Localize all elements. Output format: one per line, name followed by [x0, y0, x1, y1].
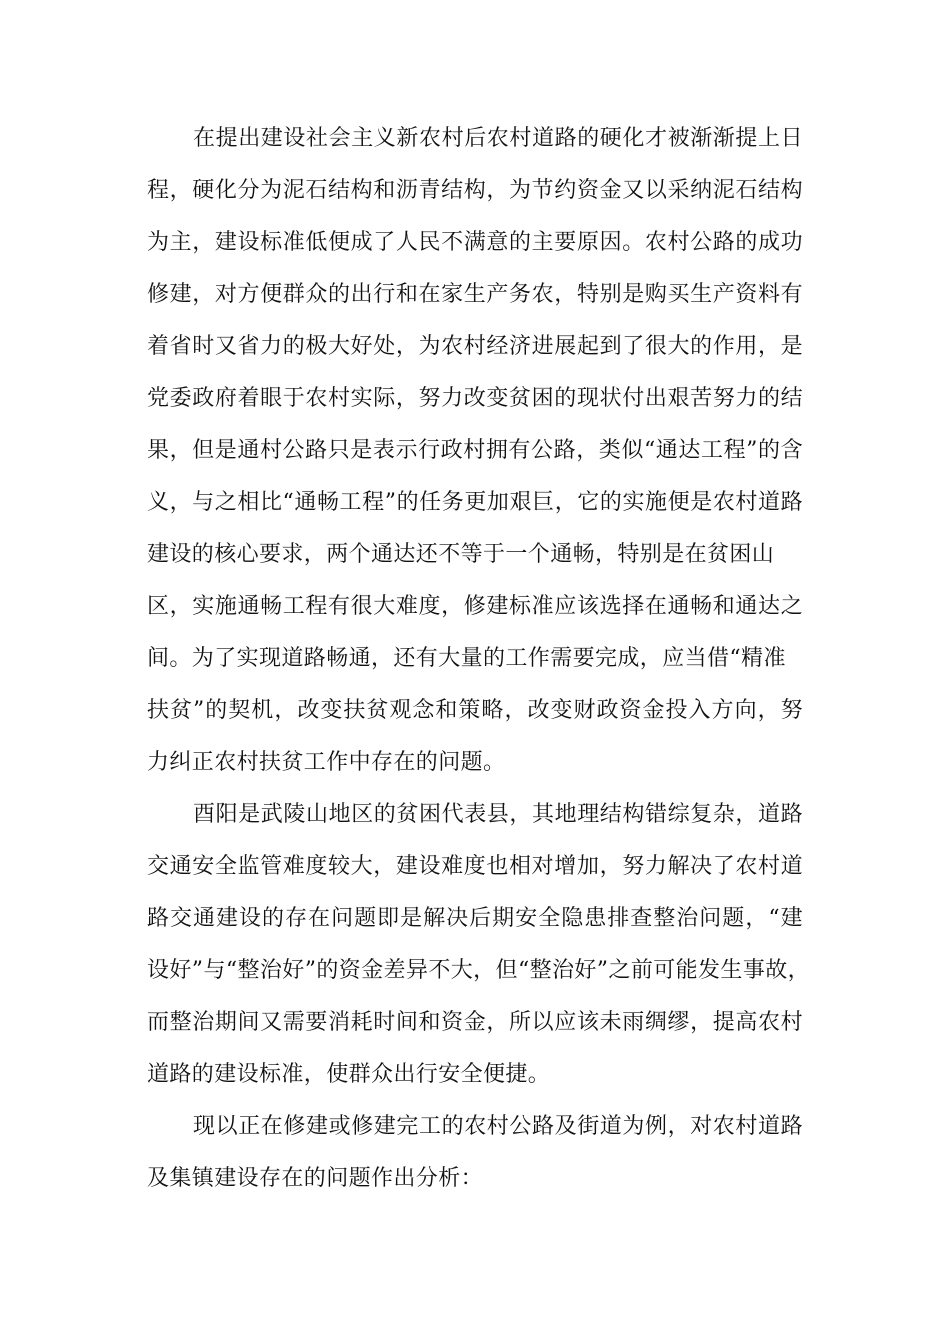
text-line: 路交通建设的存在问题即是解决后期安全隐患排查整治问题，“建	[147, 906, 803, 931]
text-line: 着省时又省力的极大好处，为农村经济进展起到了很大的作用，是	[147, 334, 803, 359]
text-line: 道路的建设标准，使群众出行安全便捷。	[147, 1062, 551, 1087]
text-line: 在提出建设社会主义新农村后农村道路的硬化才被渐渐提上日	[193, 126, 803, 151]
text-line: 扶贫”的契机，改变扶贫观念和策略，改变财政资金投入方向，努	[147, 698, 803, 723]
text-line: 建设的核心要求，两个通达还不等于一个通畅，特别是在贫困山	[147, 542, 775, 567]
text-line: 程，硬化分为泥石结构和沥青结构，为节约资金又以采纳泥石结构	[147, 178, 803, 203]
text-line: 酉阳是武陵山地区的贫困代表县，其地理结构错综复杂，道路	[193, 802, 803, 827]
text-line: 修建，对方便群众的出行和在家生产务农，特别是购买生产资料有	[147, 282, 803, 307]
text-line: 力纠正农村扶贫工作中存在的问题。	[147, 750, 506, 775]
text-line: 义，与之相比“通畅工程”的任务更加艰巨，它的实施便是农村道路	[147, 490, 803, 515]
text-line: 为主，建设标准低便成了人民不满意的主要原因。农村公路的成功	[147, 230, 803, 255]
text-line: 交通安全监管难度较大，建设难度也相对增加，努力解决了农村道	[147, 854, 803, 879]
text-line: 区，实施通畅工程有很大难度，修建标准应该选择在通畅和通达之	[147, 594, 803, 619]
text-line: 党委政府着眼于农村实际，努力改变贫困的现状付出艰苦努力的结	[147, 386, 803, 411]
text-line: 现以正在修建或修建完工的农村公路及街道为例，对农村道路	[193, 1114, 803, 1139]
paragraph-2	[147, 789, 811, 1101]
text-line: 间。为了实现道路畅通，还有大量的工作需要完成，应当借“精准	[147, 646, 786, 671]
text-line: 而整治期间又需要消耗时间和资金，所以应该未雨绸缪，提高农村	[147, 1010, 803, 1035]
body-text	[147, 113, 811, 1205]
text-line: 及集镇建设存在的问题作出分析：	[147, 1166, 484, 1191]
text-line: 设好”与“整治好”的资金差异不大，但“整治好”之前可能发生事故，	[147, 958, 811, 983]
paragraph-3	[147, 1101, 803, 1205]
paragraph-1	[147, 113, 803, 789]
text-line: 果，但是通村公路只是表示行政村拥有公路，类似“通达工程”的含	[147, 438, 803, 463]
